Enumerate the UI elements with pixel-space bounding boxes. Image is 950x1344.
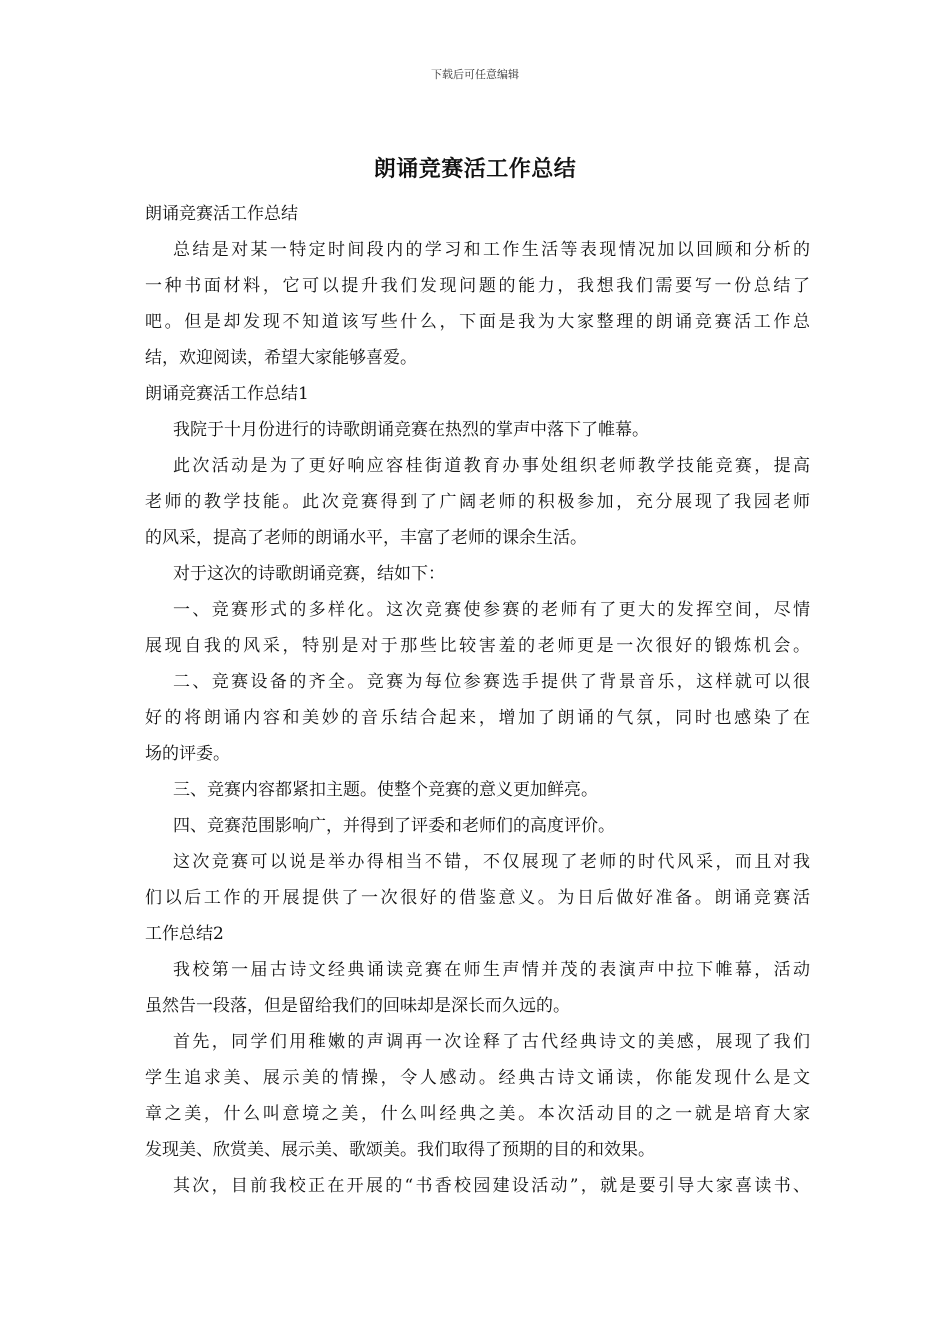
body-line: 发现美、欣赏美、展示美、歌颂美。我们取得了预期的目的和效果。 <box>145 1140 655 1160</box>
body-line: 朗诵竞赛活工作总结1 <box>145 384 309 404</box>
header-note: 下载后可任意编辑 <box>431 68 519 81</box>
body-line: 工作总结2 <box>145 924 224 944</box>
body-line: 老师的教学技能。此次竞赛得到了广阔老师的积极参加，充分展现了我园老师 <box>145 492 810 512</box>
document-title: 朗诵竞赛活工作总结 <box>373 156 577 182</box>
body-line: 一、竞赛形式的多样化。这次竞赛使参赛的老师有了更大的发挥空间，尽情 <box>173 600 810 620</box>
body-line: 其次，目前我校正在开展的“书香校园建设活动”，就是要引导大家喜读书、 <box>173 1176 810 1196</box>
body-line: 二、竞赛设备的齐全。竞赛为每位参赛选手提供了背景音乐，这样就可以很 <box>173 672 810 692</box>
body-line: 的风采，提高了老师的朗诵水平，丰富了老师的课余生活。 <box>145 528 587 548</box>
body-line: 此次活动是为了更好响应容桂街道教育办事处组织老师教学技能竞赛，提高 <box>173 456 810 476</box>
body-line: 一种书面材料，它可以提升我们发现问题的能力，我想我们需要写一份总结了 <box>145 276 810 296</box>
body-line: 章之美，什么叫意境之美，什么叫经典之美。本次活动目的之一就是培育大家 <box>145 1104 810 1124</box>
body-line: 我院于十月份进行的诗歌朗诵竞赛在热烈的掌声中落下了帷幕。 <box>173 420 649 440</box>
body-line: 们以后工作的开展提供了一次很好的借鉴意义。为日后做好准备。朗诵竞赛活 <box>145 888 810 908</box>
body-line: 首先，同学们用稚嫩的声调再一次诠释了古代经典诗文的美感，展现了我们 <box>173 1032 810 1052</box>
body-line: 吧。但是却发现不知道该写些什么，下面是我为大家整理的朗诵竞赛活工作总 <box>145 312 810 332</box>
body-line: 我校第一届古诗文经典诵读竞赛在师生声情并茂的表演声中拉下帷幕，活动 <box>173 960 810 980</box>
body-line: 好的将朗诵内容和美妙的音乐结合起来，增加了朗诵的气氛，同时也感染了在 <box>145 708 810 728</box>
body-line: 学生追求美、展示美的情操，令人感动。经典古诗文诵读，你能发现什么是文 <box>145 1068 810 1088</box>
body-line: 场的评委。 <box>145 744 230 764</box>
body-line: 对于这次的诗歌朗诵竞赛，结如下： <box>173 564 445 584</box>
body-line: 虽然告一段落，但是留给我们的回味却是深长而久远的。 <box>145 996 570 1016</box>
body-line: 总结是对某一特定时间段内的学习和工作生活等表现情况加以回顾和分析的 <box>173 240 810 260</box>
body-line: 结，欢迎阅读，希望大家能够喜爱。 <box>145 348 417 368</box>
body-line: 展现自我的风采，特别是对于那些比较害羞的老师更是一次很好的锻炼机会。 <box>145 636 810 656</box>
document-body <box>145 196 810 1204</box>
body-line: 这次竞赛可以说是举办得相当不错，不仅展现了老师的时代风采，而且对我 <box>173 852 810 872</box>
body-line: 四、竞赛范围影响广，并得到了评委和老师们的高度评价。 <box>173 816 615 836</box>
body-line: 朗诵竞赛活工作总结 <box>145 204 298 224</box>
body-line: 三、竞赛内容都紧扣主题。使整个竞赛的意义更加鲜亮。 <box>173 780 598 800</box>
